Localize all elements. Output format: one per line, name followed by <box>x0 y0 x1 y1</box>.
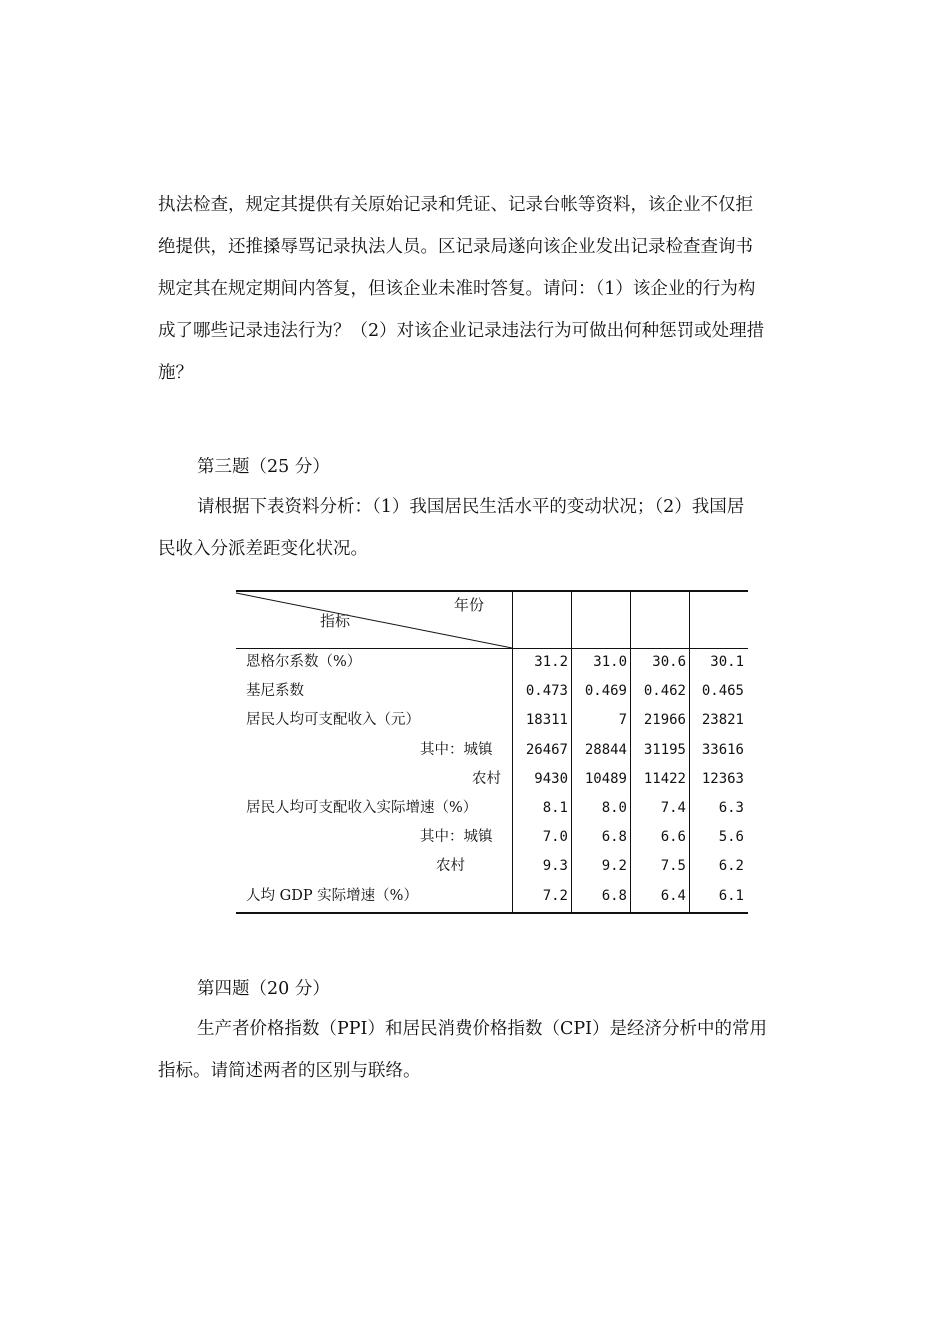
table-cell: 28844 <box>584 741 627 758</box>
table-column-divider <box>689 590 690 914</box>
table-cell: 6.3 <box>718 800 744 816</box>
header-year-label: 年份 <box>454 596 485 614</box>
row-label: 其中：城镇 <box>420 741 493 758</box>
table-cell: 23821 <box>701 712 744 729</box>
question-2-body <box>158 184 830 394</box>
row-label: 人均 GDP 实际增速（%） <box>246 887 418 904</box>
data-table <box>236 590 748 914</box>
header-indicator-label: 指标 <box>320 612 351 630</box>
table-column-divider <box>571 590 572 914</box>
table-cell: 0.469 <box>584 683 627 700</box>
table-cell: 7.4 <box>660 800 686 816</box>
question-4-body <box>158 1008 830 1092</box>
table-cell: 31.0 <box>593 654 627 670</box>
table-cell: 0.462 <box>643 683 686 700</box>
text-line: 施？ <box>158 363 193 383</box>
table-cell: 7.2 <box>542 887 568 904</box>
row-label: 居民人均可支配收入（元） <box>246 712 420 729</box>
table-cell: 6.2 <box>718 858 744 875</box>
table-cell: 5.6 <box>718 829 744 846</box>
table-cell: 21966 <box>643 712 686 729</box>
table-cell: 26467 <box>525 741 568 758</box>
table-cell: 12363 <box>701 770 744 787</box>
question-3-body <box>158 486 830 570</box>
text-line: 生产者价格指数（PPI）和居民消费价格指数（CPI）是经济分析中的常用 <box>197 1019 768 1039</box>
row-label: 居民人均可支配收入实际增速（%） <box>246 800 478 816</box>
text-line: 请根据下表资料分析：（1）我国居民生活水平的变动状况；（2）我国居 <box>197 497 745 517</box>
table-cell: 7.0 <box>542 829 568 846</box>
table-cell: 0.465 <box>701 683 744 700</box>
table-cell: 33616 <box>701 741 744 758</box>
text-line: 民收入分派差距变化状况。 <box>158 539 368 559</box>
table-cell: 6.8 <box>601 887 627 904</box>
table-cell: 7.5 <box>660 858 686 875</box>
table-cell: 7 <box>618 712 627 729</box>
row-label: 其中：城镇 <box>420 829 493 846</box>
table-cell: 11422 <box>643 770 686 787</box>
table-cell: 6.1 <box>718 887 744 904</box>
text-line: 成了哪些记录违法行为？（2）对该企业记录违法行为可做出何种惩罚或处理措 <box>158 321 765 341</box>
text-line: 执法检查，规定其提供有关原始记录和凭证、记录台帐等资料，该企业不仅拒 <box>158 195 753 215</box>
table-cell: 31195 <box>643 741 686 758</box>
table-cell: 10489 <box>584 770 627 787</box>
table-cell: 31.2 <box>534 654 568 670</box>
table-cell: 9430 <box>534 770 568 787</box>
question-4-title: 第四题（20 分） <box>197 979 330 999</box>
table-cell: 30.6 <box>652 654 686 670</box>
table-cell: 9.3 <box>542 858 568 875</box>
table-cell: 30.1 <box>710 654 744 670</box>
table-cell: 18311 <box>525 712 568 729</box>
table-cell: 6.6 <box>660 829 686 846</box>
table-cell: 6.4 <box>660 887 686 904</box>
row-label: 农村 <box>472 770 501 787</box>
row-label: 恩格尔系数（%） <box>246 654 362 670</box>
table-cell: 6.8 <box>601 829 627 846</box>
row-label: 基尼系数 <box>246 683 304 700</box>
table-column-divider <box>630 590 631 914</box>
table-cell: 0.473 <box>525 683 568 700</box>
table-cell: 8.0 <box>601 800 627 816</box>
text-line: 规定其在规定期间内答复，但该企业未准时答复。请问：（1）该企业的行为构 <box>158 279 756 299</box>
text-line: 指标。请简述两者的区别与联络。 <box>158 1061 421 1081</box>
table-bottom-rule <box>236 912 748 914</box>
question-3-title: 第三题（25 分） <box>197 457 330 477</box>
table-cell: 8.1 <box>542 800 568 816</box>
table-cell: 9.2 <box>601 858 627 875</box>
row-label: 农村 <box>436 858 465 875</box>
text-line: 绝提供，还推搡辱骂记录执法人员。区记录局遂向该企业发出记录检查查询书 <box>158 237 753 257</box>
